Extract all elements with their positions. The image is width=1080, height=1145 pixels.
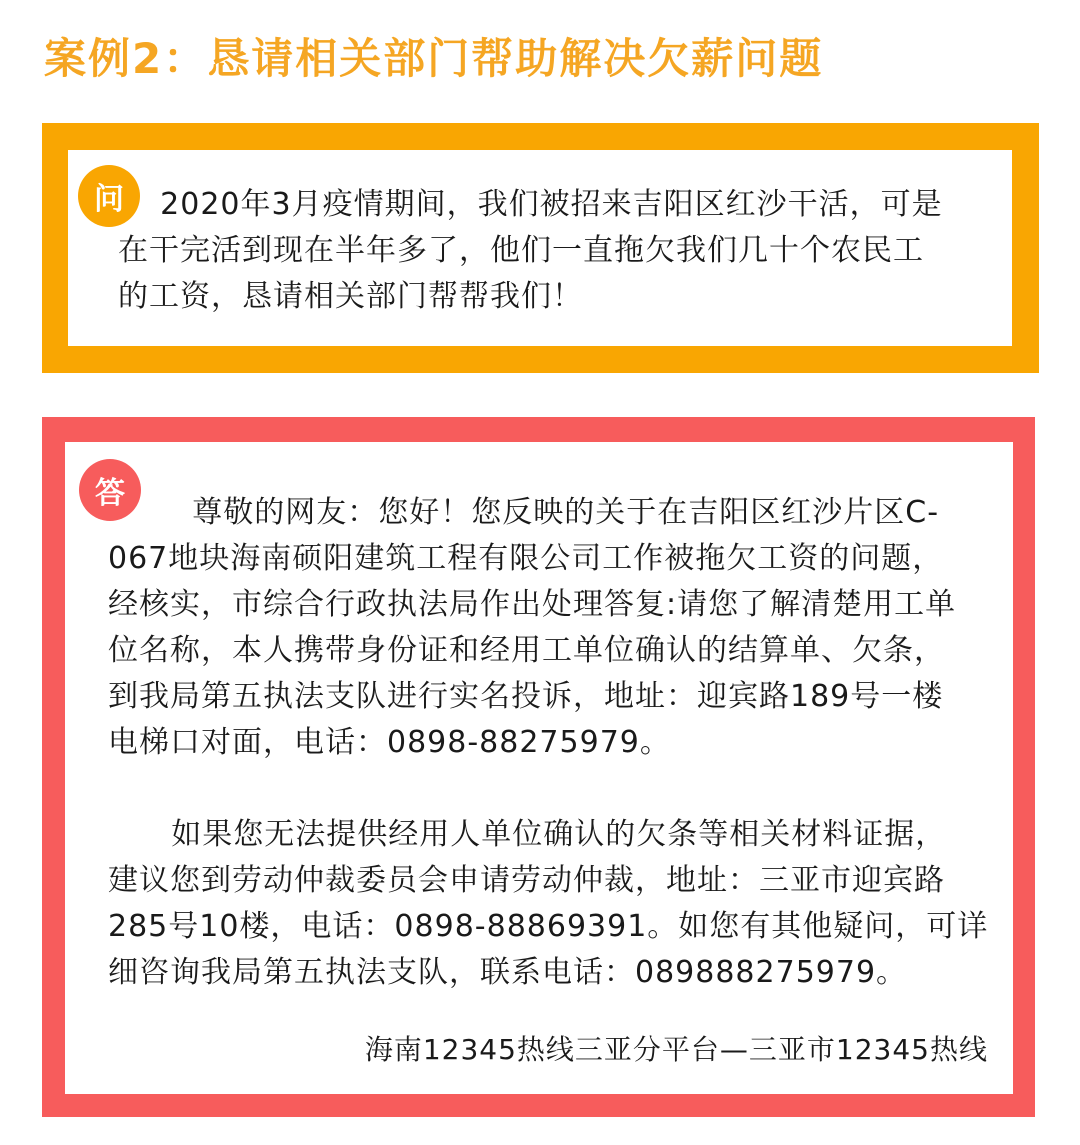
answer-line: 电梯口对面，电话：0898-88275979。: [108, 725, 671, 760]
answer-badge: 答: [79, 459, 141, 521]
answer-line: 经核实，市综合行政执法局作出处理答复:请您了解清楚用工单: [108, 587, 957, 622]
question-text: [118, 182, 943, 320]
answer-line: 位名称，本人携带身份证和经用工单位确认的结算单、欠条，: [108, 633, 945, 668]
answer-line: 建议您到劳动仲裁委员会申请劳动仲裁，地址：三亚市迎宾路: [108, 863, 945, 898]
question-badge: 问: [78, 165, 140, 227]
answer-paragraph-1: [108, 490, 956, 766]
page-title: 案例2：恳请相关部门帮助解决欠薪问题: [44, 34, 824, 83]
question-line: 在干完活到现在半年多了，他们一直拖欠我们几十个农民工: [118, 233, 924, 268]
question-line: 的工资，恳请相关部门帮帮我们！: [118, 279, 583, 314]
answer-line: 到我局第五执法支队进行实名投诉，地址：迎宾路189号一楼: [108, 679, 944, 714]
answer-line: 067地块海南硕阳建筑工程有限公司工作被拖欠工资的问题，: [108, 541, 944, 576]
answer-line: 285号10楼，电话：0898-88869391。如您有其他疑问，可详: [108, 909, 989, 944]
answer-paragraph-2: [108, 812, 988, 996]
answer-line: 细咨询我局第五执法支队，联系电话：089888275979。: [108, 955, 908, 990]
signature: 海南12345热线三亚分平台—三亚市12345热线: [364, 1033, 988, 1066]
answer-line: 尊敬的网友：您好！您反映的关于在吉阳区红沙片区C-: [108, 495, 940, 530]
question-line: 2020年3月疫情期间，我们被招来吉阳区红沙干活，可是: [118, 187, 943, 222]
answer-line: 如果您无法提供经用人单位确认的欠条等相关材料证据，: [108, 817, 947, 852]
